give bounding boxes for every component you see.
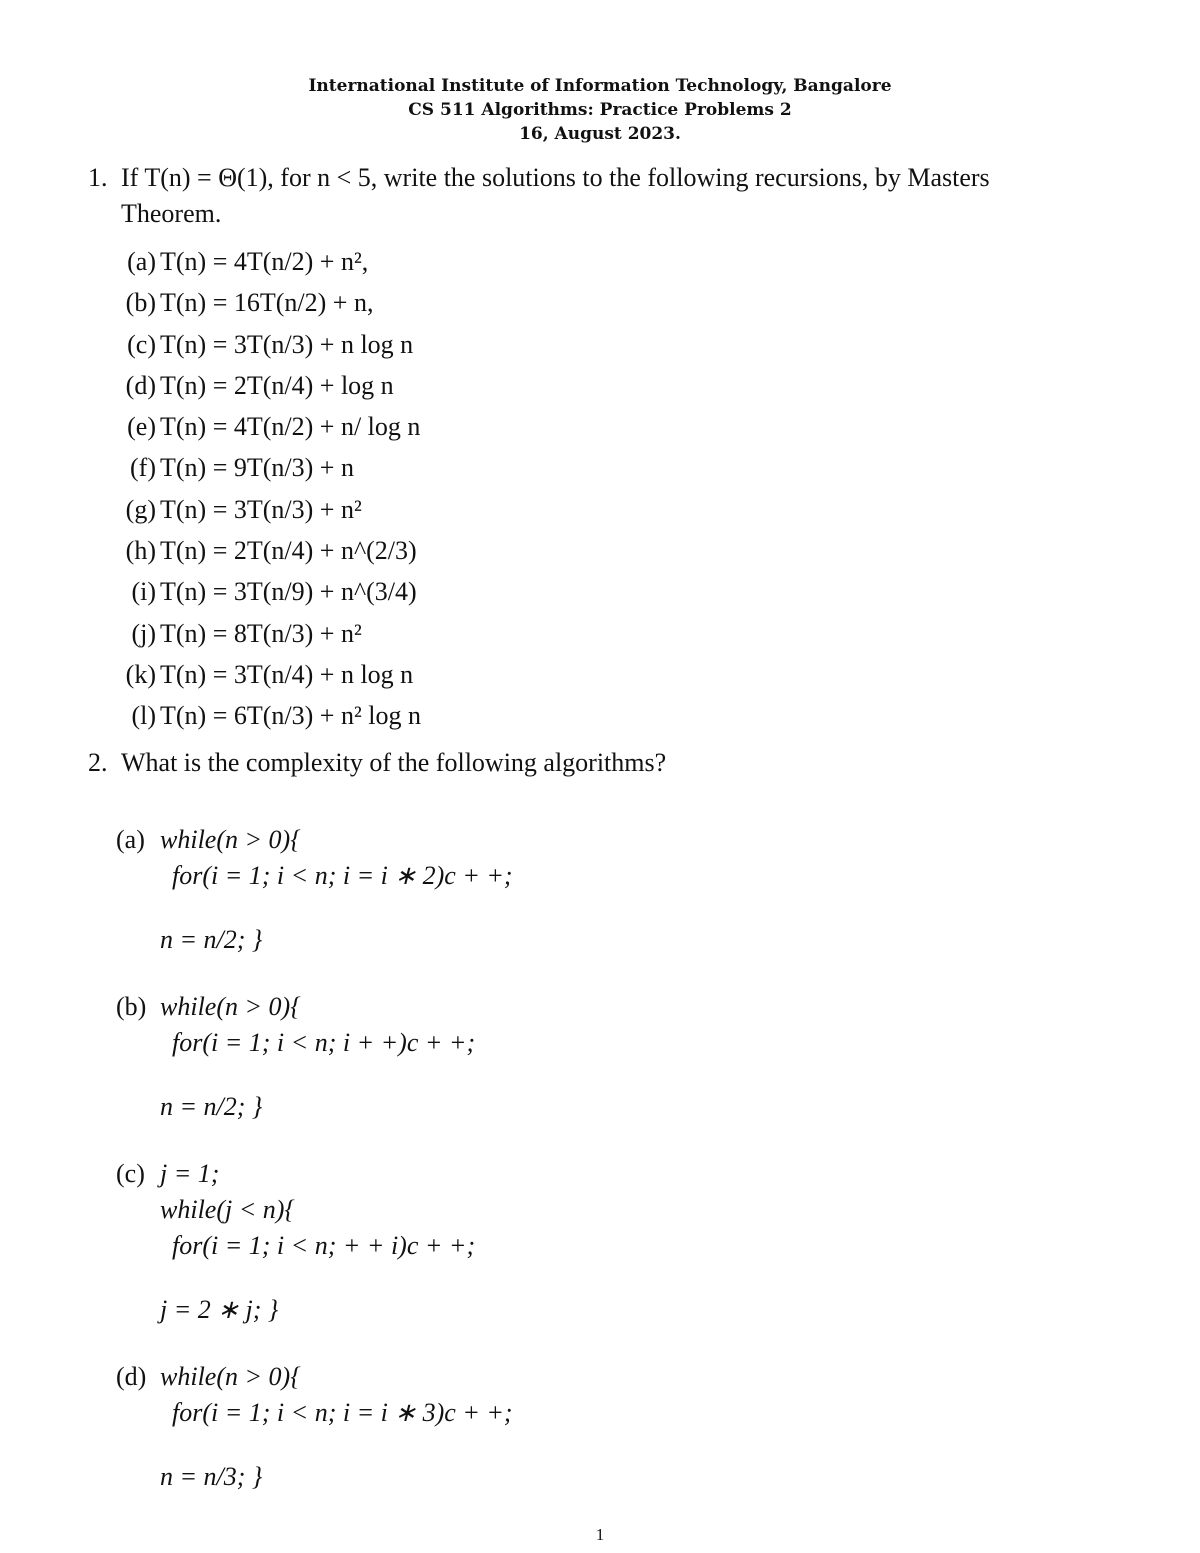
item-label: (a)	[127, 247, 156, 276]
recurrence-expr: T(n) = 3T(n/9) + n^(3/4)	[160, 577, 417, 607]
item-label: (l)	[131, 701, 156, 731]
recurrence-expr: T(n) = 9T(n/3) + n	[160, 453, 354, 483]
recurrence-item	[116, 657, 816, 698]
recurrence-expr: T(n) = 8T(n/3) + n²	[160, 618, 362, 648]
recurrence-expr: T(n) = 2T(n/4) + log n	[160, 370, 394, 400]
code-line: j = 2 ∗ j; }	[160, 1295, 279, 1324]
recurrence-item	[116, 533, 816, 574]
recurrence-expr: T(n) = 16T(n/2) + n,	[160, 288, 374, 318]
question-2-number: 2.	[88, 748, 108, 777]
code-line: while(n > 0){	[160, 825, 301, 854]
item-label: (b)	[116, 992, 147, 1021]
recurrence-item	[116, 244, 816, 285]
code-line: n = n/3; }	[160, 1462, 263, 1491]
item-label: (g)	[125, 494, 156, 524]
recurrence-expr: T(n) = 4T(n/2) + n²,	[160, 247, 369, 276]
item-label: (i)	[131, 577, 156, 607]
recurrence-item	[116, 492, 816, 533]
item-label: (e)	[127, 412, 156, 442]
question-1-number: 1.	[88, 163, 108, 192]
course-title: CS 511 Algorithms: Practice Problems 2	[408, 100, 792, 120]
code-line: n = n/2; }	[160, 925, 263, 954]
item-label: (d)	[116, 1362, 147, 1391]
code-line: for(i = 1; i < n; i = i ∗ 2)c + +;	[172, 861, 513, 890]
question-1-text-line1: If T(n) = Θ(1), for n < 5, write the solutions to the following recursions, by Masters	[121, 163, 990, 192]
recurrence-item	[116, 409, 816, 450]
recurrence-expr: T(n) = 3T(n/4) + n log n	[160, 659, 414, 689]
recurrence-item	[116, 574, 816, 615]
recurrence-item	[116, 698, 816, 739]
item-label: (h)	[125, 536, 156, 566]
code-line: for(i = 1; i < n; + + i)c + +;	[172, 1231, 476, 1260]
item-label: (a)	[116, 825, 145, 854]
algorithm-d	[116, 1359, 716, 1495]
document-header	[0, 74, 1200, 146]
code-line: for(i = 1; i < n; i = i ∗ 3)c + +;	[172, 1398, 513, 1427]
code-line: while(n > 0){	[160, 992, 301, 1021]
question-1-text-line2: Theorem.	[121, 199, 222, 228]
page-number: 1	[595, 1525, 605, 1544]
recurrence-item	[116, 327, 816, 368]
question-2-text: What is the complexity of the following algorithms?	[121, 748, 667, 777]
item-label: (c)	[116, 1159, 145, 1188]
recurrence-list	[116, 244, 816, 740]
item-label: (f)	[130, 453, 156, 483]
recurrence-expr: T(n) = 4T(n/2) + n/ log n	[160, 412, 421, 442]
code-line: n = n/2; }	[160, 1092, 263, 1121]
item-label: (d)	[125, 370, 156, 400]
recurrence-item	[116, 450, 816, 491]
item-label: (b)	[125, 288, 156, 318]
item-label: (k)	[125, 659, 156, 689]
code-line: j = 1;	[160, 1159, 220, 1188]
recurrence-item	[116, 285, 816, 326]
question-2	[88, 745, 1138, 781]
item-label: (j)	[131, 618, 156, 648]
document-date: 16, August 2023.	[519, 124, 681, 144]
recurrence-item	[116, 616, 816, 657]
question-1	[88, 160, 1138, 232]
recurrence-expr: T(n) = 6T(n/3) + n² log n	[160, 701, 421, 731]
recurrence-expr: T(n) = 3T(n/3) + n²	[160, 494, 362, 524]
code-line: for(i = 1; i < n; i + +)c + +;	[172, 1028, 476, 1057]
item-label: (c)	[127, 329, 156, 359]
recurrence-expr: T(n) = 3T(n/3) + n log n	[160, 329, 414, 359]
algorithm-a	[116, 822, 716, 958]
institute-name: International Institute of Information Technology, Bangalore	[308, 76, 892, 96]
recurrence-expr: T(n) = 2T(n/4) + n^(2/3)	[160, 536, 417, 566]
algorithm-b	[116, 989, 716, 1125]
recurrence-item	[116, 368, 816, 409]
algorithm-c	[116, 1156, 716, 1328]
code-line: while(j < n){	[160, 1195, 295, 1224]
code-line: while(n > 0){	[160, 1362, 301, 1391]
